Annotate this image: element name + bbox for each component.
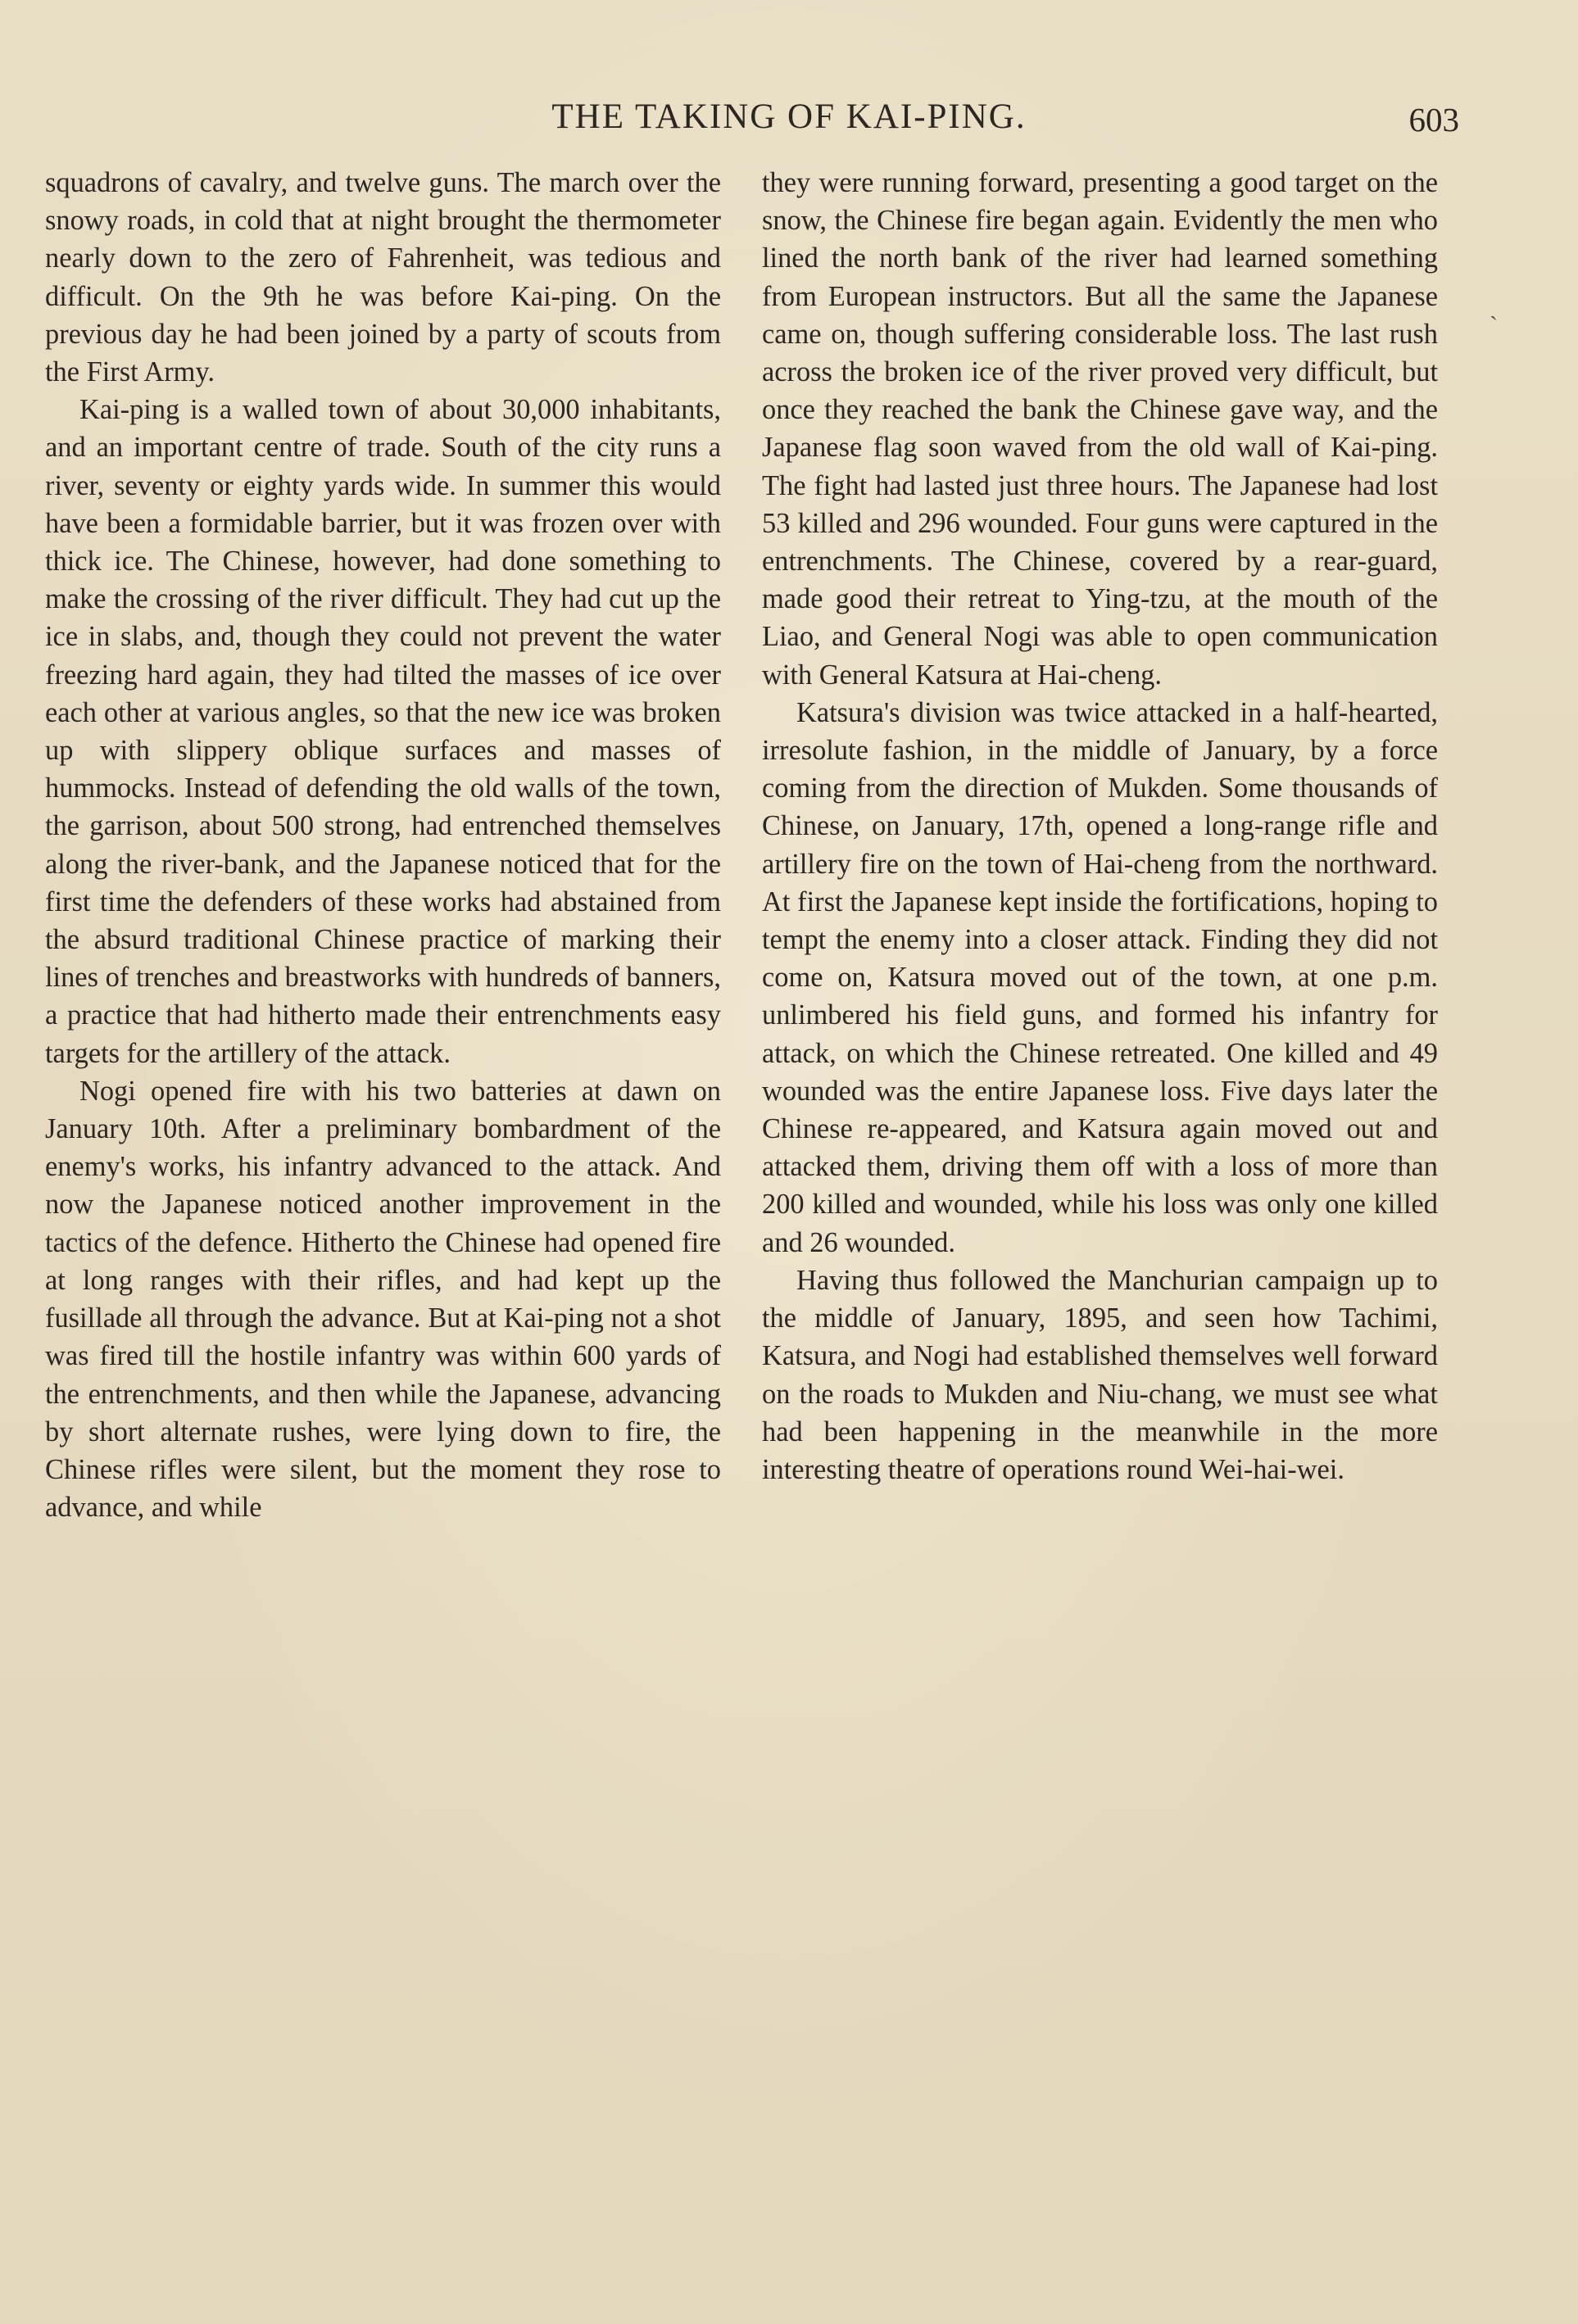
right-column [762, 164, 1438, 1488]
running-title: THE TAKING OF KAI-PING. [551, 97, 1027, 136]
paragraph: they were running forward, presenting a good target on the snow, the Chinese fire began again. Evidently the men who lined the north bank of the river had learned something from European instructors. But all the same the Japanese came on, though suffering considerable loss. The last rush across the broken ice of the river proved very difficult, but once they reached the bank the Chinese gave way, and the Japanese flag soon waved from the old wall of Kai-ping. The fight had lasted just three hours. The Japanese had lost 53 killed and 296 wounded. Four guns were captured in the entrenchments. The Chinese, covered by a rear-guard, made good their retreat to Ying-tzu, at the mouth of the Liao, and General Nogi was able to open communication with General Katsura at Hai-cheng. [762, 167, 1438, 691]
left-column [45, 164, 721, 1526]
page-number: 603 [1408, 101, 1459, 138]
margin-mark: ˏ [1490, 293, 1498, 320]
paragraph: Nogi opened fire with his two batteries at dawn on January 10th. After a preliminary bombardment of the enemy's works, his infantry advanced to the attack. And now the Japanese noticed another improvement in the tactics of the defence. Hitherto the Chinese had opened fire at long ranges with their rifles, and had kept up the fusillade all through the advance. But at Kai-ping not a shot was fired till the hostile infantry was within 600 yards of the entrenchments, and then while the Japanese, advancing by short alternate rushes, were lying down to fire, the Chinese rifles were silent, but the moment they rose to advance, and while [45, 1075, 721, 1524]
paragraph: Having thus followed the Manchurian campaign up to the middle of January, 1895, and seen how Tachimi, Katsura, and Nogi had established themselves well forward on the roads to Mukden and Niu-chang, we must see what had been happening in the meanwhile in the more interesting theatre of operations round Wei-hai-wei. [762, 1264, 1438, 1485]
paragraph: Katsura's division was twice attacked in a half-hearted, irresolute fashion, in the middle of January, by a force coming from the direction of Mukden. Some thousands of Chinese, on January, 17th, opened a long-range rifle and artillery fire on the town of Hai-cheng from the northward. At first the Japanese kept inside the fortifications, hoping to tempt the enemy into a closer attack. Finding they did not come on, Katsura moved out of the town, at one p.m. unlimbered his field guns, and formed his infantry for attack, on which the Chinese retreated. One killed and 49 wounded was the entire Japanese loss. Five days later the Chinese re-appeared, and Katsura again moved out and attacked them, driving them off with a loss of more than 200 killed and wounded, while his loss was only one killed and 26 wounded. [762, 696, 1438, 1258]
paragraph: Kai-ping is a walled town of about 30,000 inhabitants, and an important centre of trade. South of the city runs a river, seventy or eighty yards wide. In summer this would have been a formidable barrier, but it was frozen over with thick ice. The Chinese, however, had done something to make the crossing of the river difficult. They had cut up the ice in slabs, and, though they could not prevent the water freezing hard again, they had tilted the masses of ice over each other at various angles, so that the new ice was broken up with slippery oblique surfaces and masses of hummocks. Instead of defending the old walls of the town, the garrison, about 500 strong, had entrenched themselves along the river-bank, and the Japanese noticed that for the first time the defenders of these works had abstained from the absurd traditional Chinese practice of marking their lines of trenches and breastworks with hundreds of banners, a practice that had hitherto made their entrenchments easy targets for the artillery of the attack. [45, 394, 721, 1069]
paragraph: squadrons of cavalry, and twelve guns. The march over the snowy roads, in cold that at night brought the thermometer nearly down to the zero of Fahrenheit, was tedious and difficult. On the 9th he was before Kai-ping. On the previous day he had been joined by a party of scouts from the First Army. [45, 167, 721, 388]
